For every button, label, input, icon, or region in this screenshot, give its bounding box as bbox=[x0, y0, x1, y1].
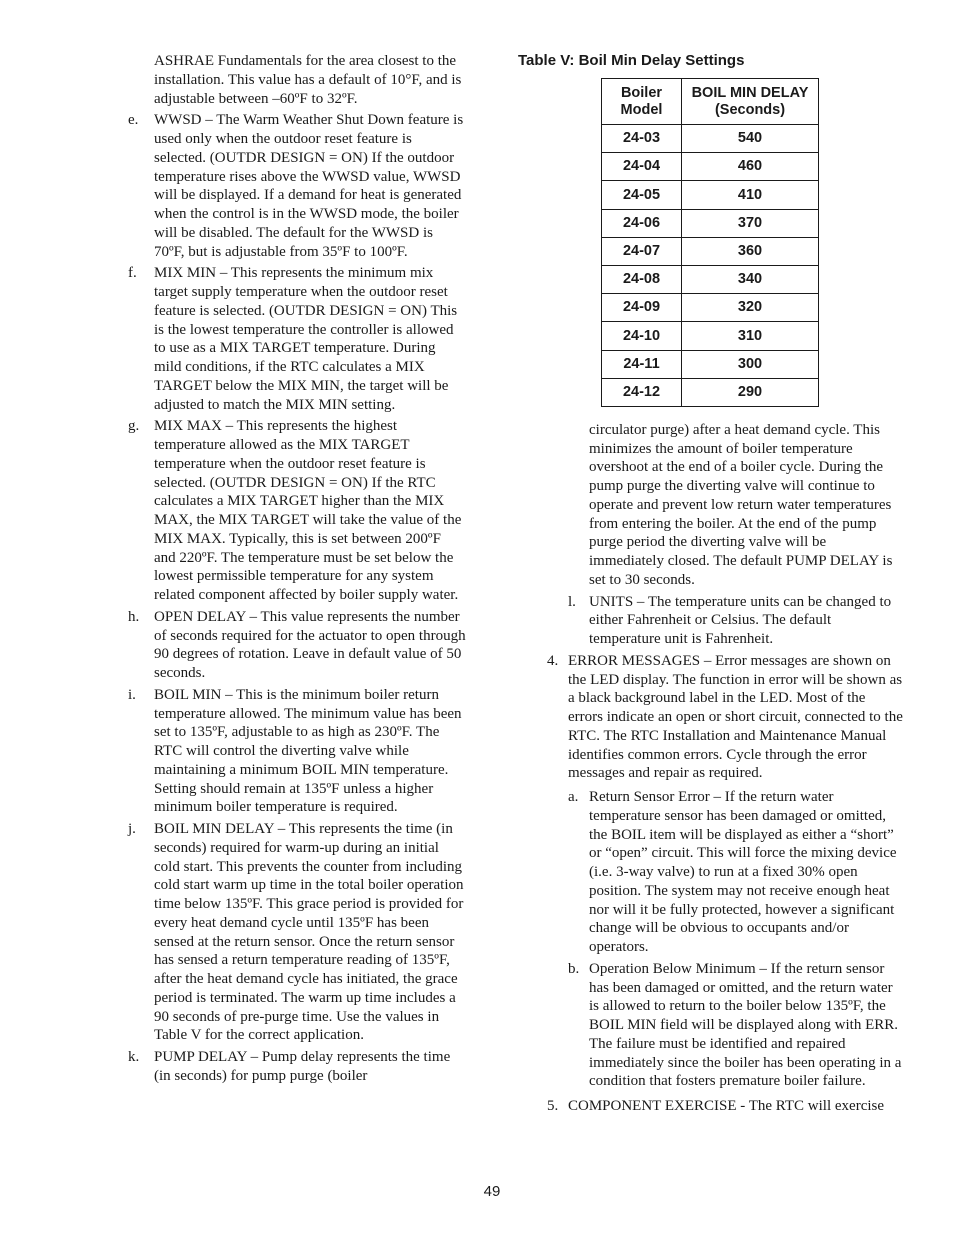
list-item-text: BOIL MIN DELAY – This represents the time (in seconds) required for warm-up during an initial cold start. This prevents the counter from including cold start warm up time in the total boiler operation time below 135ºF. This grace period is provided for every heat demand cycle until 135ºF has been sensed at the return sensor. Once the return sensor has sensed a return temperature reading of 135ºF, after the heat demand cycle has initiated, the grace period is terminated. The warm up time includes a 90 seconds of pre-purge time. Use the values in Table V for the correct application. bbox=[154, 821, 464, 1044]
cell-delay-seconds: 460 bbox=[682, 153, 819, 181]
cell-boiler-model: 24-09 bbox=[602, 294, 682, 322]
list-item-f bbox=[128, 264, 466, 414]
list-item-text: MIX MIN – This represents the minimum mix target supply temperature when the outdoor reset feature is selected. (OUTDR DESIGN = ON) This is the lowest temperature the controller is allowed to use as a MIX TARGET temperature. During mild conditions, if the RTC calculates a MIX TARGET below the MIX MIN, the target will be adjusted to match the MIX MIN setting. bbox=[154, 265, 458, 413]
list-marker: g. bbox=[128, 418, 140, 435]
list-item-text: UNITS – The temperature units can be changed to either Fahrenheit or Celsius. The default temperature unit is Fahrenheit. bbox=[589, 593, 892, 648]
table-row bbox=[602, 322, 819, 350]
column-header-boil-min-delay: BOIL MIN DELAY (Seconds) bbox=[682, 79, 819, 125]
table-row bbox=[602, 181, 819, 209]
right-column bbox=[518, 52, 904, 1116]
list-item-e bbox=[128, 111, 466, 261]
list-marker: i. bbox=[128, 686, 136, 703]
cell-boiler-model: 24-10 bbox=[602, 322, 682, 350]
cell-boiler-model: 24-04 bbox=[602, 153, 682, 181]
list-marker: j. bbox=[128, 821, 136, 837]
list-marker: e. bbox=[128, 112, 139, 129]
numbered-item-4 bbox=[547, 652, 904, 783]
list-item-text: PUMP DELAY – Pump delay represents the time (in seconds) for pump purge (boiler bbox=[154, 1049, 451, 1084]
cell-boiler-model: 24-07 bbox=[602, 237, 682, 265]
cell-boiler-model: 24-12 bbox=[602, 378, 682, 406]
list-item-j bbox=[128, 820, 466, 1045]
table-row bbox=[602, 209, 819, 237]
list-item-text: OPEN DELAY – This value represents the number of seconds required for the actuator to open through 90 degrees of rotation. Leave in default value of 50 seconds. bbox=[154, 608, 466, 681]
list-item-text: Operation Below Minimum – If the return sensor has been damaged or omitted, and the return water is allowed to return to the boiler below 135ºF, the BOIL MIN field will be displayed along with ERR. The failure must be identified and repaired immediately since the boiler has been operating in a condition that fosters premature boiler failure. bbox=[589, 960, 902, 1090]
table-row bbox=[602, 378, 819, 406]
numbered-item-5 bbox=[547, 1097, 904, 1116]
cell-delay-seconds: 340 bbox=[682, 265, 819, 293]
table-row bbox=[602, 153, 819, 181]
cell-delay-seconds: 320 bbox=[682, 294, 819, 322]
left-column bbox=[128, 52, 466, 1086]
list-item-l bbox=[568, 593, 904, 649]
list-item-text: Return Sensor Error – If the return water temperature sensor has been damaged or omitted, the BOIL item will be displayed as either a “short” or “open” circuit. This will force the mixing device (i.e. 3-way valve) to run at a fixed 30% open position. The system may not receive enough heat nor will it be fully protected, however a significant change will be obvious to occupants and/or operators. bbox=[589, 789, 897, 956]
table-header-row bbox=[602, 79, 819, 125]
page-number: 49 bbox=[483, 1183, 501, 1200]
list-marker: h. bbox=[128, 608, 140, 625]
list-marker: b. bbox=[568, 960, 580, 977]
boil-min-delay-table bbox=[601, 78, 819, 407]
table-row bbox=[602, 265, 819, 293]
list-marker: k. bbox=[128, 1049, 140, 1065]
list-item-text: MIX MAX – This represents the highest temperature allowed as the MIX TARGET temperature when the outdoor reset feature is selected. (OUTDR DESIGN = ON) If the RTC calculates a MIX TARGET higher than the MIX MAX, the MIX TARGET will take the value of the MIX MAX. Typically, this is set between 200ºF and 220ºF. The temperature must be set below the lowest permissible temperature for any system related component affected by boiler supply water. bbox=[154, 418, 462, 603]
table-title: Table V: Boil Min Delay Settings bbox=[518, 52, 745, 69]
list-marker: 5. bbox=[547, 1098, 559, 1115]
cell-boiler-model: 24-08 bbox=[602, 265, 682, 293]
cell-boiler-model: 24-06 bbox=[602, 209, 682, 237]
sub-item-b bbox=[568, 960, 904, 1091]
list-item-text: ERROR MESSAGES – Error messages are shown on the LED display. The function in error will be shown as a black background label in the LED. Most of the errors indicate an open or short circuit, connected to the RTC. The RTC Installation and Maintenance Manual identifies common errors. Cycle through the error messages and repair as required. bbox=[568, 652, 903, 782]
list-item-text: BOIL MIN – This is the minimum boiler return temperature allowed. The minimum value has been set to 135ºF, adjustable to as high as 230ºF. The RTC will control the diverting valve while maintaining a minimum BOIL MIN temperature. Setting should remain at 135ºF unless a higher minimum boiler temperature is required. bbox=[154, 686, 462, 816]
cell-delay-seconds: 310 bbox=[682, 322, 819, 350]
cell-delay-seconds: 360 bbox=[682, 237, 819, 265]
list-marker: a. bbox=[568, 789, 579, 806]
cell-boiler-model: 24-05 bbox=[602, 181, 682, 209]
list-item-h bbox=[128, 608, 466, 683]
sub-item-a bbox=[568, 788, 904, 957]
list-item-g bbox=[128, 417, 466, 605]
table-row bbox=[602, 350, 819, 378]
column-header-boiler-model: Boiler Model bbox=[602, 79, 682, 125]
list-marker: l. bbox=[568, 593, 576, 610]
list-marker: f. bbox=[128, 265, 137, 282]
list-item-text: WWSD – The Warm Weather Shut Down feature is used only when the outdoor reset feature is selected. (OUTDR DESIGN = ON) If the outdoor temperature rises above the WWSD value, WWSD will be displayed. If a demand for heat is generated when the control is in the WWSD mode, the boiler will be disabled. The default for the WWSD is 70ºF, but is adjustable from 35ºF to 100ºF. bbox=[154, 112, 464, 260]
right-continuation-paragraph: circulator purge) after a heat demand cycle. This minimizes the amount of boiler temperature overshoot at the end of a boiler cycle. During the pump purge the diverting valve will continue to operate and prevent low return water temperatures from entering the boiler. At the end of the pump purge period the diverting valve will be immediately closed. The default PUMP DELAY is set to 30 seconds. bbox=[589, 421, 893, 588]
cell-delay-seconds: 370 bbox=[682, 209, 819, 237]
cell-delay-seconds: 540 bbox=[682, 125, 819, 153]
list-item-k bbox=[128, 1048, 466, 1086]
table-row bbox=[602, 237, 819, 265]
cell-delay-seconds: 300 bbox=[682, 350, 819, 378]
list-item-text: COMPONENT EXERCISE - The RTC will exercise bbox=[568, 1098, 885, 1115]
cell-delay-seconds: 290 bbox=[682, 378, 819, 406]
list-item-i bbox=[128, 686, 466, 817]
cell-boiler-model: 24-03 bbox=[602, 125, 682, 153]
left-continuation-paragraph: ASHRAE Fundamentals for the area closest to the installation. This value has a default of 10°F, and is adjustable between –60ºF to 32ºF. bbox=[154, 53, 462, 107]
table-row bbox=[602, 294, 819, 322]
table-row bbox=[602, 125, 819, 153]
cell-boiler-model: 24-11 bbox=[602, 350, 682, 378]
list-marker: 4. bbox=[547, 652, 559, 669]
cell-delay-seconds: 410 bbox=[682, 181, 819, 209]
